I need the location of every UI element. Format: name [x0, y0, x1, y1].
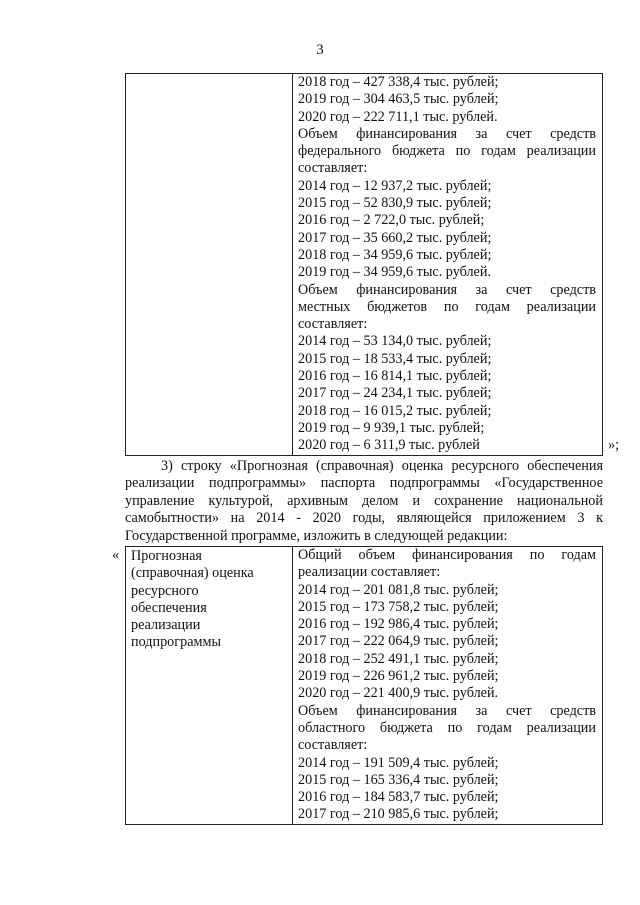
- funding-line: 2017 год – 210 985,6 тыс. рублей;: [298, 806, 499, 823]
- row-label-line: реализации: [131, 617, 201, 634]
- funding-line: составляет:: [298, 737, 368, 754]
- funding-line: 2016 год – 192 986,4 тыс. рублей;: [298, 616, 499, 633]
- table1-left-cell: [126, 74, 293, 456]
- funding-line: 2018 год – 252 491,1 тыс. рублей;: [298, 650, 499, 667]
- funding-line: Общий объем финансирования по годам: [298, 547, 596, 563]
- funding-line: местных бюджетов по годам реализации: [298, 298, 596, 315]
- funding-line: 2020 год – 222 711,1 тыс. рублей.: [298, 108, 498, 125]
- funding-line: 2014 год – 53 134,0 тыс. рублей;: [298, 333, 492, 350]
- funding-line: 2016 год – 2 722,0 тыс. рублей;: [298, 212, 485, 229]
- funding-line: 2016 год – 184 583,7 тыс. рублей;: [298, 789, 499, 806]
- funding-line: 2016 год – 16 814,1 тыс. рублей;: [298, 368, 492, 385]
- funding-line: 2017 год – 35 660,2 тыс. рублей;: [298, 229, 492, 246]
- funding-line: 2017 год – 222 064,9 тыс. рублей;: [298, 633, 499, 650]
- funding-line: 2018 год – 427 338,4 тыс. рублей;: [298, 74, 499, 90]
- funding-table-continued: [125, 73, 603, 456]
- funding-line: 2015 год – 173 758,2 тыс. рублей;: [298, 598, 499, 615]
- funding-line: областного бюджета по годам реализации: [298, 719, 596, 736]
- funding-line: 2015 год – 165 336,4 тыс. рублей;: [298, 771, 499, 788]
- amendment-paragraph: [125, 458, 603, 545]
- row-label-line: (справочная) оценка: [131, 565, 254, 582]
- funding-line: 2018 год – 34 959,6 тыс. рублей;: [298, 246, 492, 263]
- funding-line: федерального бюджета по годам реализации: [298, 143, 596, 160]
- funding-line: 2020 год – 6 311,9 тыс. рублей: [298, 437, 480, 454]
- table2-left-cell: [126, 547, 293, 825]
- page-number: 3: [316, 42, 324, 58]
- funding-line: 2014 год – 12 937,2 тыс. рублей;: [298, 177, 492, 194]
- funding-line: 2019 год – 226 961,2 тыс. рублей;: [298, 668, 499, 685]
- row-label-line: обеспечения: [131, 599, 207, 616]
- row-label-line: ресурсного: [131, 582, 199, 599]
- table1-right-cell: [293, 74, 603, 456]
- funding-line: Объем финансирования за счет средств: [298, 702, 596, 719]
- funding-line: 2014 год – 191 509,4 тыс. рублей;: [298, 754, 499, 771]
- funding-line: 2014 год – 201 081,8 тыс. рублей;: [298, 581, 499, 598]
- table2-right-cell: [293, 547, 603, 825]
- funding-line: 2019 год – 304 463,5 тыс. рублей;: [298, 91, 499, 108]
- funding-line: 2018 год – 16 015,2 тыс. рублей;: [298, 402, 492, 419]
- amendment-paragraph-text: 3) строку «Прогнозная (справочная) оценка ресурсного обеспечения реализации подпрограммы» паспорта подпрограммы «Государственное управление культурой, архивным делом и сохранение национальной самобытности» на 2014 - 2020 годы, являющейся приложением 3 к Государственной программе, изложить в следующей редакции:: [125, 458, 603, 544]
- funding-line: 2019 год – 34 959,6 тыс. рублей.: [298, 264, 491, 281]
- funding-line: реализации составляет:: [298, 564, 441, 581]
- row-label-line: Прогнозная: [131, 548, 202, 564]
- opening-quote-mark: «: [112, 547, 120, 563]
- funding-line: Объем финансирования за счет средств: [298, 281, 596, 298]
- funding-line: 2019 год – 9 939,1 тыс. рублей;: [298, 419, 485, 436]
- row-label-line: подпрограммы: [131, 634, 221, 651]
- funding-line: 2015 год – 52 830,9 тыс. рублей;: [298, 195, 492, 212]
- funding-line: 2020 год – 221 400,9 тыс. рублей.: [298, 685, 499, 702]
- funding-table-new: [125, 546, 603, 825]
- funding-line: 2017 год – 24 234,1 тыс. рублей;: [298, 385, 492, 402]
- funding-line: составляет:: [298, 160, 368, 177]
- closing-quote-mark: »;: [608, 437, 620, 453]
- funding-line: Объем финансирования за счет средств: [298, 125, 596, 142]
- funding-line: составляет:: [298, 316, 368, 333]
- funding-line: 2015 год – 18 533,4 тыс. рублей;: [298, 350, 492, 367]
